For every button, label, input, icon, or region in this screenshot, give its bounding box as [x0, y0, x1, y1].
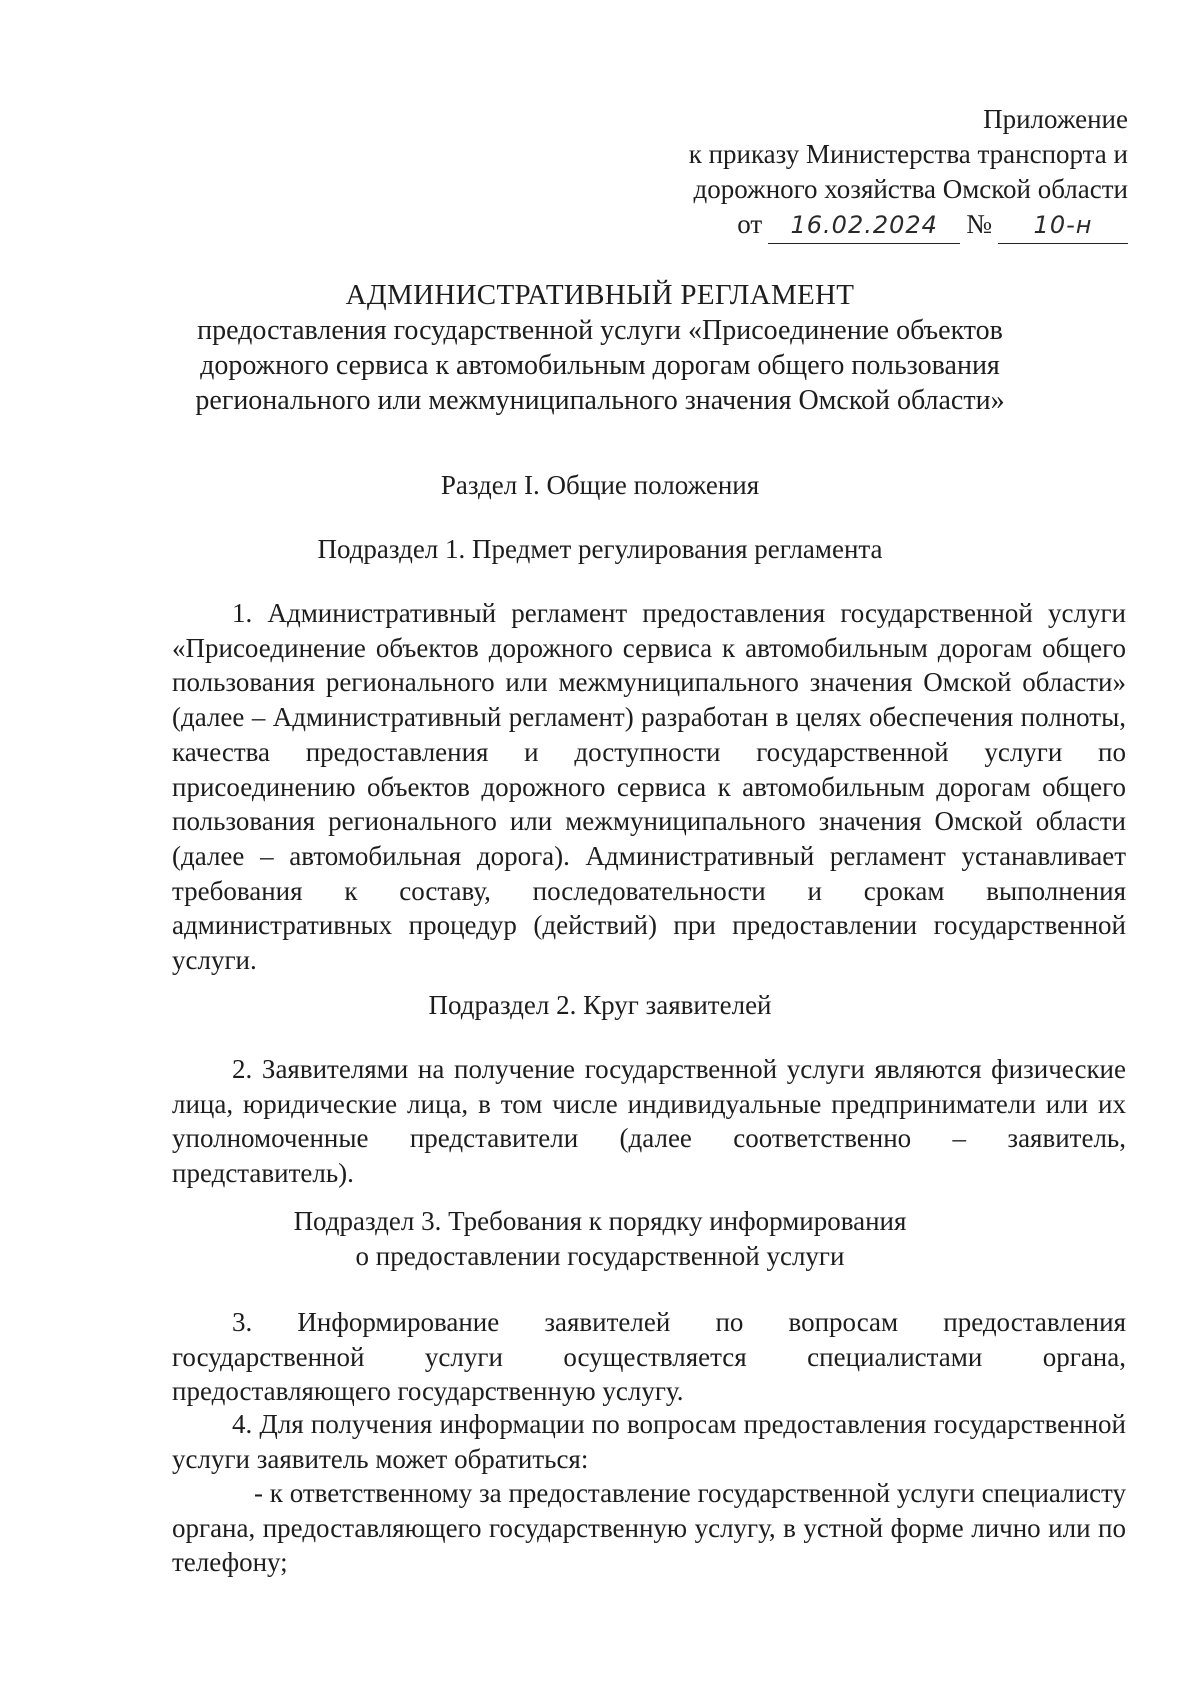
- title-line-1: предоставления государственной услуги «Присоединение объектов: [197, 315, 1003, 346]
- section-heading: Раздел I. Общие положения: [440, 470, 760, 500]
- subsection-3-line-1: Подраздел 3. Требования к порядку информирования: [293, 1206, 907, 1236]
- appendix-order-line: к приказу Министерства транспорта и: [688, 139, 1128, 169]
- paragraph-2: 2. Заявителями на получение государственной услуги являются физические лица, юридические лица, в том числе индивидуальные предприниматели или их уполномоченные представители (далее соответственно – заявитель, представитель).: [172, 1054, 1126, 1189]
- paragraph-3: 3. Информирование заявителей по вопросам предоставления государственной услуги осуществляется специалистами органа, предоставляющего государственную услугу.: [172, 1307, 1126, 1407]
- subsection-2-heading: Подраздел 2. Круг заявителей: [428, 990, 772, 1020]
- appendix-ministry-line: дорожного хозяйства Омской области: [693, 174, 1128, 204]
- appendix-label: Приложение: [983, 104, 1128, 134]
- date-prefix: от: [737, 209, 763, 239]
- handwritten-number: 10-н: [998, 208, 1128, 244]
- title-main: АДМИНИСТРАТИВНЫЙ РЕГЛАМЕНТ: [345, 279, 855, 311]
- number-sign: №: [966, 209, 992, 239]
- appendix-reference: [600, 207, 1128, 244]
- paragraph-5: - к ответственному за предоставление государственной услуги специалисту органа, предоставляющего государственную услугу, в устной форме лично или по телефону;: [172, 1478, 1126, 1578]
- handwritten-date: 16.02.2024: [768, 208, 960, 244]
- title-line-3: регионального или межмуниципального значения Омской области»: [195, 385, 1005, 416]
- appendix-header: [600, 102, 1128, 244]
- subsection-1-heading: Подраздел 1. Предмет регулирования регламента: [317, 534, 883, 564]
- paragraph-4: 4. Для получения информации по вопросам предоставления государственной услуги заявитель может обратиться:: [172, 1409, 1126, 1474]
- subsection-3-heading: [160, 1204, 1040, 1274]
- document-title: [160, 278, 1040, 418]
- subsection-3-line-2: о предоставлении государственной услуги: [355, 1241, 845, 1271]
- paragraph-1: 1. Административный регламент предоставления государственной услуги «Присоединение объектов дорожного сервиса к автомобильным дорогам общего пользования регионального или межмуниципального значения Омской области» (далее – Административный регламент) разработан в целях обеспечения полноты, качества предоставления и доступности государственной услуги по присоединению объектов дорожного сервиса к автомобильным дорогам общего пользования регионального или межмуниципального значения Омской области (далее – автомобильная дорога). Административный регламент устанавливает требования к составу, последовательности и срокам выполнения административных процедур (действий) при предоставлении государственной услуги.: [172, 598, 1126, 976]
- title-line-2: дорожного сервиса к автомобильным дорогам общего пользования: [200, 350, 1000, 381]
